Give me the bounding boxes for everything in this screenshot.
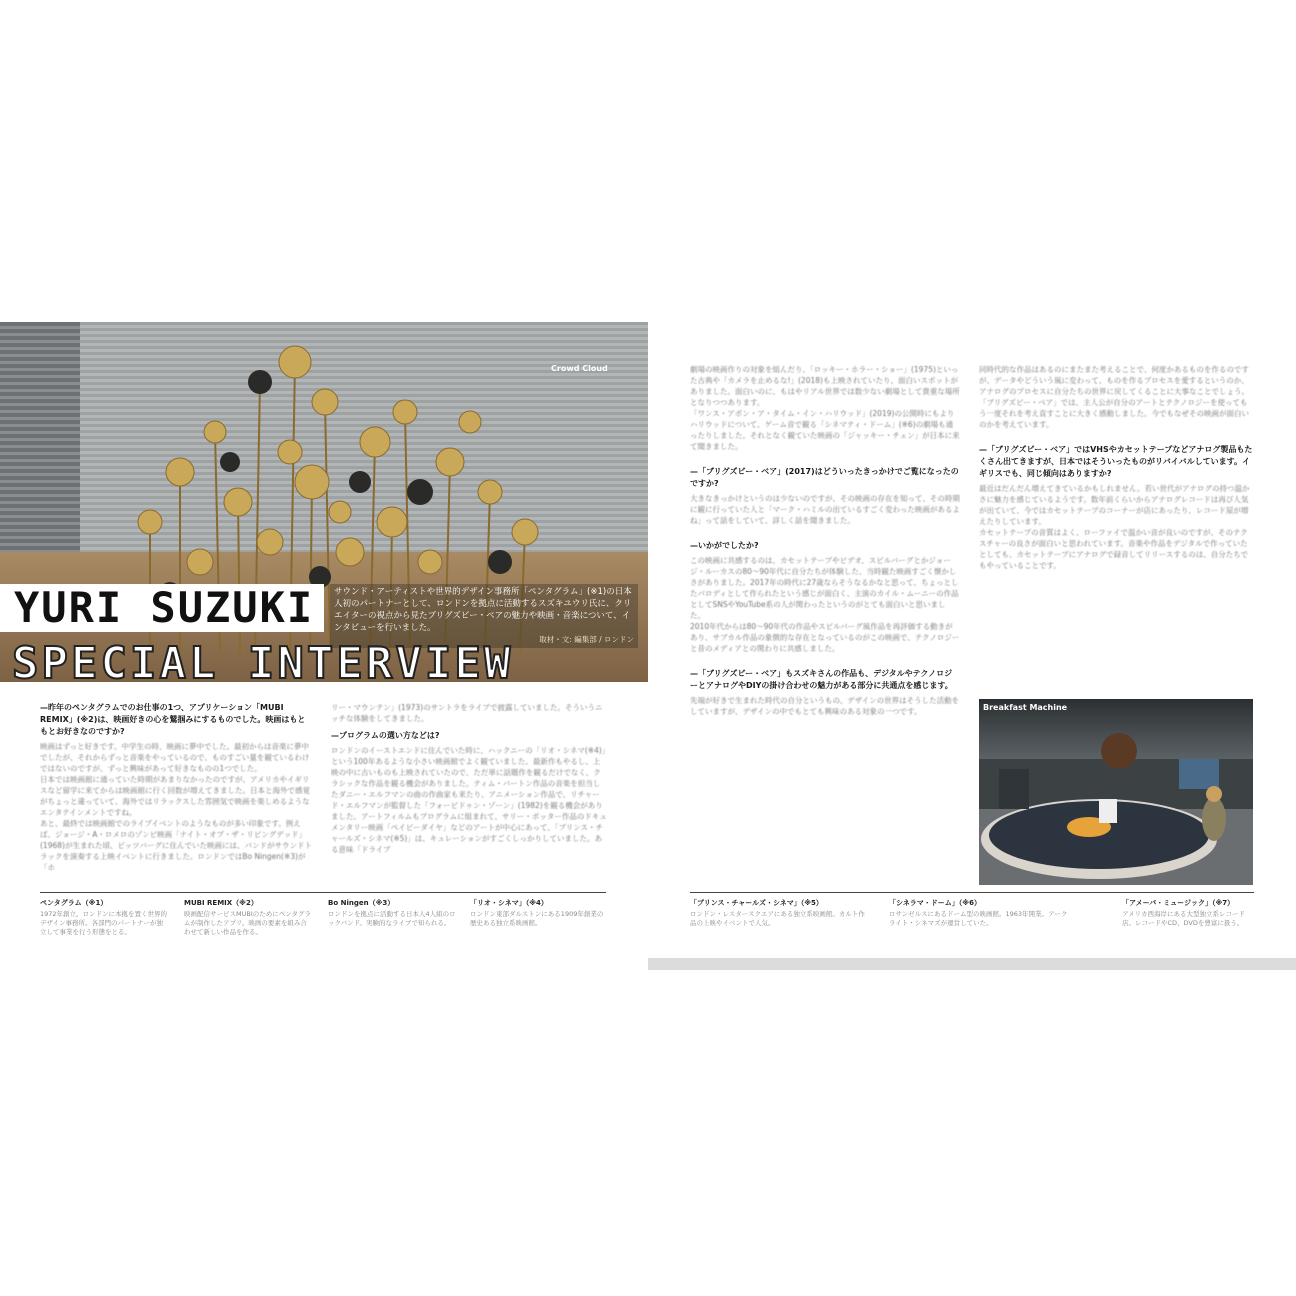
footnote-heading: 「アメーバ・ミュージック」（※7）: [1122, 899, 1235, 907]
lead-body: サウンド・アーティストや世界的デザイン事務所「ペンタグラム」(※1)の日本人初のパートナーとして、ロンドンを拠点に活動するスズキユウリ氏に、クリエイターの視点から見たブリグズビー・ベアの魅力や映画・音楽について、インタビューを行いました。: [334, 587, 632, 633]
question: —昨年のペンタグラムでのお仕事の1つ、アプリケーション「MUBI REMIX」(※2)は、映画好きの心を鷲掴みにするものでした。映画はもともとお好きなのですか?: [40, 703, 306, 736]
answer: 日本では映画館に通っていた時期があまりなかったのですが、アメリカやイギリスなど留学に来てからは映画館に行く回数が増えてきました。日本と海外で感覚がちょっと違っていて、海外ではリラックスした雰囲気で映画を楽しめるようなエンタテインメントですね。: [40, 775, 310, 817]
question: —「ブリグズビー・ベア」ではVHSやカセットテープなどアナログ製品もたくさん出てきますが、日本ではそういったものがリバイバルしています。イギリスでも、同じ傾向はありますか?: [979, 445, 1253, 478]
footnote-rule: [690, 892, 1254, 893]
right-page: [648, 322, 1296, 950]
footnote-body: ロンドンを拠点に活動する日本人4人組のロックバンド。実験的なライブで知られる。: [328, 910, 456, 927]
question: —プログラムの選い方などは?: [331, 731, 440, 740]
answer: 「ブリグズビー・ベア」では、主人公が自分のアートとテクノロジーを使ってもう一度それを考え直すことに大きく感動しました。今でもなぜその映画が面白いのかを考えています。: [979, 398, 1249, 429]
answer: 最近はだんだん増えてきているかもしれません。若い世代がアナログの持つ温かさに魅力を感じているようです。数年前くらいからアナログレコードは再び人気が出ていて、今ではカセットテープのコーナーが店にあったり、レコード屋が増えたりしています。: [979, 484, 1250, 526]
answer: 同時代的な作品はあるのにまたまた考えることで、何度かあるものを作るのですが、データやどういう風に変わって、ものを作るプロセスを愛するというのか、アナログのプロセスに自分たちの世界に戻してくることに大事なことでしょう。: [979, 365, 1249, 396]
answer: 2010年代からは80〜90年代の作品やスピルバーグ風作品を再評価する動きがあり、サブカル作品の象徴的な存在となっているのがこの映画で、テクノロジーと昔のメディアとの関わりに共感しました。: [690, 622, 960, 653]
answer: 劇場の映画作りの対象を組んだり、「ロッキー・ホラー・ショー」(1975)といった古典や「カメラを止めるな!」(2018)も上映されていたり、面白いスポットがありました。面白いのに、もはやリアル世界では数少ない劇場として貴重な場所となりつつあります。: [690, 365, 960, 407]
footnote-body: アメリカ西海岸にある大型独立系レコード店。レコードやCD、DVDを豊富に扱う。: [1122, 910, 1246, 927]
footnote-heading: 「シネラマ・ドーム」（※6）: [889, 899, 981, 907]
title-name: YURI SUZUKI: [0, 584, 324, 632]
answer: ロンドンのイーストエンドに住んでいた時に、ハックニーの「リオ・シネマ(※4)」という100年あるような小さい映画館でよく観ていました。最新作もやるし、上映の中に古いものも上映されていたので、ただ単に話題作を観るだけでなく、クラシックな作品を観る機会がありました。ティム・バートン作品の音楽を担当したダニー・エルフマンの曲の作曲家も来たり、アニメーション作品で、リチャード・エルフマンが監督した「フォービドゥン・ゾーン」(1982)を観る機会がありました。アートフィルムもプログラムに組まれて、サリー・ポッター作品のドキュメンタリー映画「ペイビーダイヤ」などのアートが中心にあって、「ブリンス・チャールズ・シネマ(※5)」は、キュレーションがすごくしっかりしていました。ある意味「ドライブ: [331, 746, 607, 854]
footnote: [40, 899, 168, 937]
question: —「ブリグズビー・ベア」もスズキさんの作品も、デジタルやテクノロジーとアナログやDIYの掛け合わせの魅力がある部分に共通点を感じます。: [690, 669, 953, 690]
breakfast-machine-photo: [979, 699, 1253, 885]
footnote-body: ロサンゼルスにあるドーム型の映画館。1963年開業。アークライト・シネマズが運営していた。: [889, 910, 1068, 927]
footnote: [889, 899, 1069, 928]
right-column-2: [979, 364, 1253, 694]
answer: この映画に共感するのは、カセットテープやビデオ、スピルバーグとかジョージ・ルーカスの80〜90年代に自分たちが体験した、当時観た映画すごく懐かしさがありました。2017年の時代に27歳ならそうなるかなと思って、ちょっとしたパロディとして作られたという感じが面白く、主演のカイル・ムーニーの作品としてSNSやYouTube系の人が関わったというのがとても面白いと思いました。: [690, 556, 959, 620]
table-installation: [979, 699, 1253, 885]
footnote: [184, 899, 312, 937]
footnote-body: 1972年創立。ロンドンに本拠を置く世界的デザイン事務所。各部門のパートナーが独立して事業を行う形態をとる。: [40, 910, 168, 936]
footnote-heading: ペンタグラム（※1）: [40, 899, 108, 907]
hero-photo: [0, 322, 648, 682]
photo-label: Breakfast Machine: [983, 703, 1068, 712]
answer: カセットテープの音質はよく、ローファイで温かい音が良いのですが、そのテクスチャーの良さが面白いと思われています。音楽や作品をデジタルで作っていたとしても、カセットテープにアナログで録音してリリースするのは、自分たちでもやっていることです。: [979, 528, 1249, 570]
answer: 大きなきっかけというのは少ないのですが、その映画の存在を知って、その時期に観に行っていた人と「マーク・ハミルの出ているすごく変わった映画があるよね」って話をしていて、詳しく話を聞きました。: [690, 494, 960, 525]
footnote-heading: Bo Ningen（※3）: [328, 899, 395, 907]
answer: あと、最終では映画館でのライブイベントのようなものが多い印象です。例えば、ジョージ・A・ロメロのゾンビ映画「ナイト・オブ・ザ・リビングデッド」(1968)が生まれた頃、ピッツバーグに住んでいた映画には、バンドがサウンドトラックを演奏する上映イベントに行きました。ロンドンではBo Ningen(※3)が「ホ: [40, 819, 312, 872]
footnote: [690, 899, 870, 928]
title-subtitle: SPECIAL INTERVIEW: [12, 638, 514, 682]
page-bottom-bar: [648, 958, 1296, 970]
answer: 映画はずっと好きです。中学生の時、映画に夢中でした。最初からは音楽に夢中でしたが、それからずっと音楽をやっているので、ものすごい量を観ているわけではないのですが、ずっと興味があって好きなものの1つでした。: [40, 742, 310, 773]
footnote-heading: MUBI REMIX（※2）: [184, 899, 258, 907]
lead-credit: 取材・文: 編集部 / ロンドン: [539, 635, 634, 644]
footnote-body: ロンドン・レスタースクエアにある独立系映画館。カルト作品の上映やイベントで人気。: [690, 910, 865, 927]
lead-text: [330, 584, 638, 648]
answer: 「ワンス・アポン・ア・タイム・イン・ハリウッド」(2019)の公開時にもよりハリウッドについて、ゲーム音で観る「シネマティ・ドーム」(※6)の劇場も通ったりしました。それとなく観ていた映画の「ジャッキー・チェン」が日本に来て聞きました。: [690, 409, 960, 451]
question: —「ブリグズビー・ベア」(2017)はどういったきっかけでご覧になったのですか?: [690, 467, 959, 488]
footnote-rule: [40, 892, 606, 893]
footnote-body: ロンドン東部ダルストンにある1909年創業の歴史ある独立系映画館。: [470, 910, 604, 927]
footnote-heading: 「リオ・シネマ」（※4）: [470, 899, 548, 907]
question: —いかがでしたか?: [690, 541, 759, 550]
answer: リー・マウンテン」(1973)のサントラをライブで披露していました。そういうニッチな体験をしてきました。: [331, 703, 603, 723]
answer: 先端が好きで生まれた時代の自分というもの、デザインの世界はそうした活動をしていますが、デザインの中でもとても興味のある対象の一つです。: [690, 696, 960, 716]
footnote: [470, 899, 606, 928]
photo-label: Crowd Cloud: [551, 364, 608, 373]
footnote: [328, 899, 456, 928]
left-page: [0, 322, 648, 950]
right-column-1: [690, 364, 960, 884]
footnote: [1122, 899, 1254, 928]
footnote-body: 映画配信サービスMUBIのためにペンタグラムが制作したアプリ。映画の要素を組み合わせて新しい作品を作る。: [184, 910, 311, 936]
footnote-heading: 「プリンス・チャールズ・シネマ」（※5）: [690, 899, 823, 907]
